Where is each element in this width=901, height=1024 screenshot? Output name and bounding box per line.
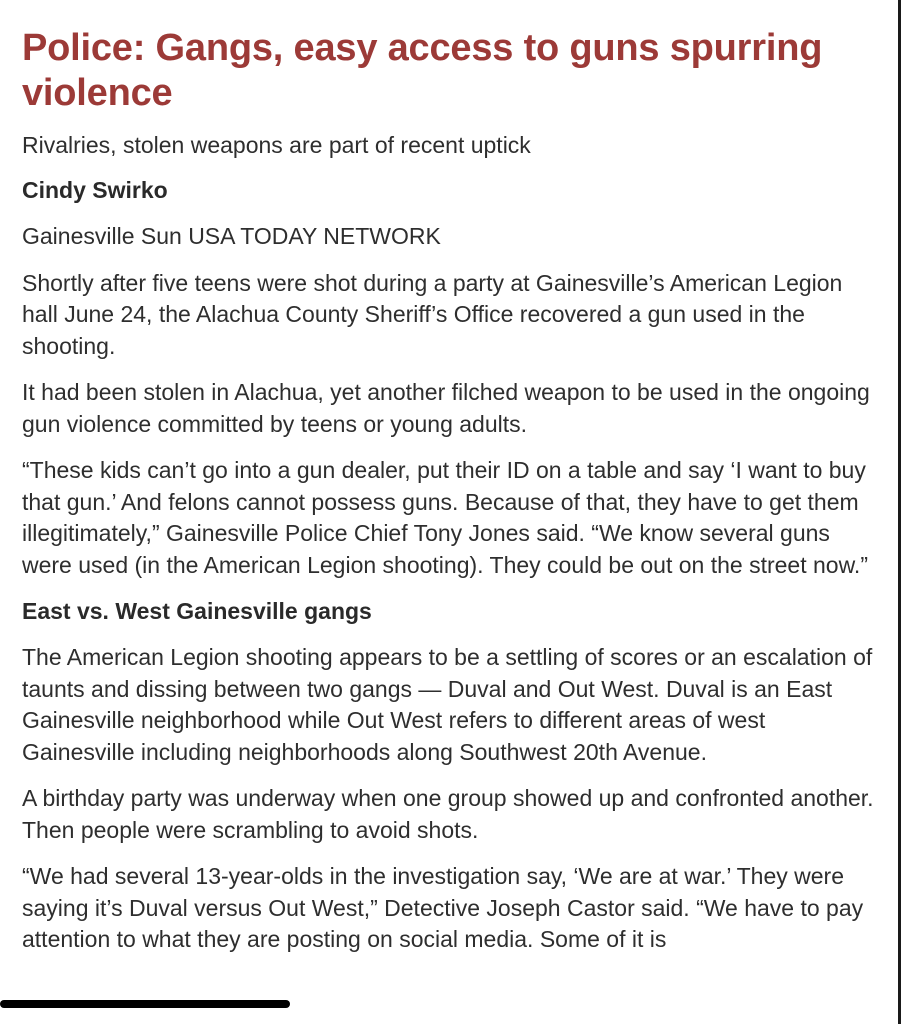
section-heading: East vs. West Gainesville gangs (22, 598, 372, 624)
paragraph-1: Shortly after five teens were shot during a party at Gainesville’s American Legion hall June 24, the Alachua County Sheriff’s Office recovered a gun used in the shooting. (22, 269, 843, 359)
paragraph-6: “We had several 13-year-olds in the investigation say, ‘We are at war.’ They were saying it’s Duval versus Out West,” Detective Joseph Castor said. “We have to pay attention to what they are posting on social media. Some of it is (22, 863, 864, 952)
article (22, 26, 882, 956)
home-indicator-bar[interactable] (0, 1000, 290, 1008)
paragraph-2: It had been stolen in Alachua, yet another filched weapon to be used in the ongoing gun violence committed by teens or young adults. (22, 379, 870, 437)
author-byline: Cindy Swirko (22, 177, 168, 203)
paragraph-5: A birthday party was underway when one group showed up and confronted another. Then people were scrambling to avoid shots. (22, 785, 874, 843)
source-line: Gainesville Sun USA TODAY NETWORK (22, 223, 441, 249)
article-subheadline: Rivalries, stolen weapons are part of recent uptick (22, 132, 531, 158)
article-headline: Police: Gangs, easy access to guns spurring violence (22, 27, 823, 114)
paragraph-3: “These kids can’t go into a gun dealer, put their ID on a table and say ‘I want to buy that gun.’ And felons cannot possess guns. Because of that, they have to get them illegitimately,” Gainesville Police Chief Tony Jones said. “We know several guns were used (in the American Legion shooting). They could be out on the street now.” (22, 457, 868, 578)
paragraph-4: The American Legion shooting appears to be a settling of scores or an escalation of taunts and dissing between two gangs — Duval and Out West. Duval is an East Gainesville neighborhood while Out West refers to different areas of west Gainesville including neighborhoods along Southwest 20th Avenue. (22, 644, 873, 765)
